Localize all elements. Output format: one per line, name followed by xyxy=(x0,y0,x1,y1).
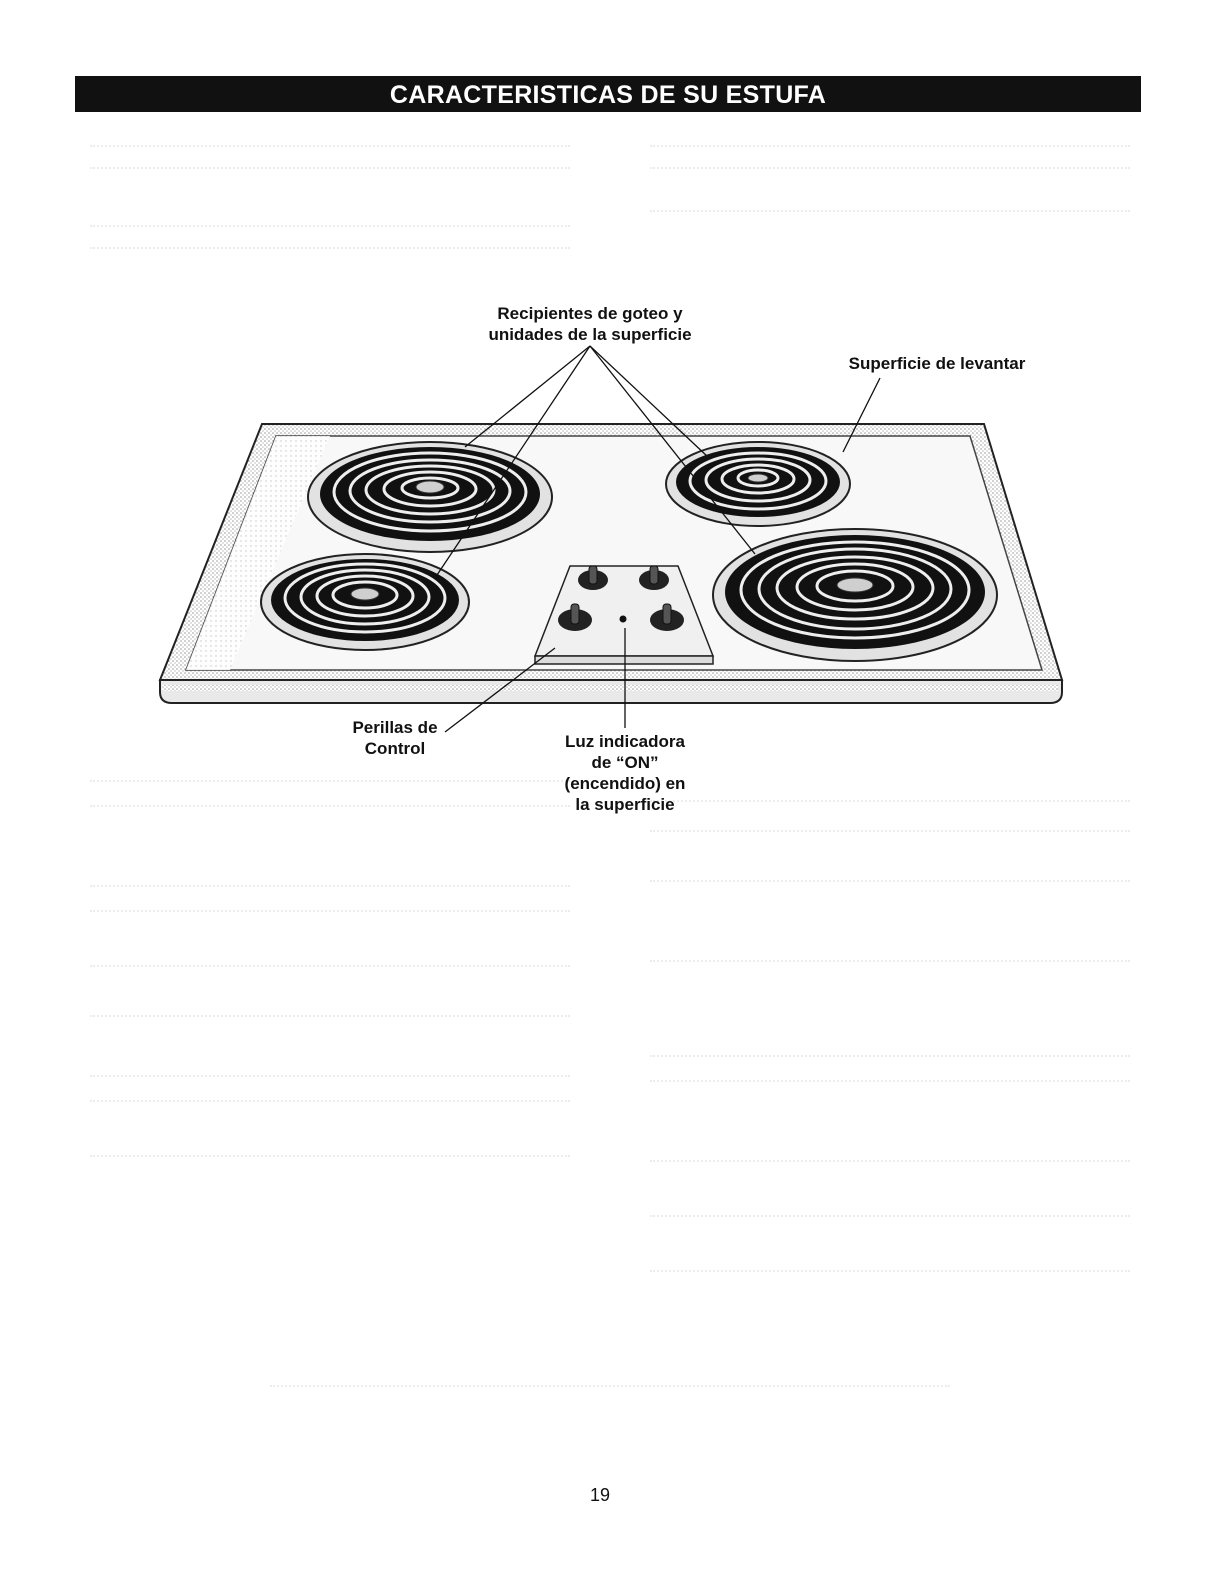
page-number: 19 xyxy=(589,1485,611,1505)
label-line: la superficie xyxy=(575,795,675,814)
label-drip-bowls xyxy=(420,303,760,345)
label-line: Recipientes de goteo y xyxy=(497,304,683,323)
label-lift-up-top xyxy=(812,353,1062,374)
label-line: Superficie de levantar xyxy=(848,354,1026,373)
label-line: unidades de la superficie xyxy=(488,325,692,344)
burner-front-left xyxy=(261,554,469,650)
on-indicator-light xyxy=(620,616,627,623)
label-on-indicator xyxy=(530,731,720,815)
burner-back-right xyxy=(666,442,850,526)
label-line: Luz indicadora xyxy=(565,732,685,751)
label-control-knobs xyxy=(330,717,460,759)
label-line: Perillas de xyxy=(352,718,438,737)
section-title: CARACTERISTICAS DE SU ESTUFA xyxy=(389,81,827,109)
label-line: (encendido) en xyxy=(564,774,686,793)
burner-front-right xyxy=(713,529,997,661)
label-line: Control xyxy=(364,739,426,758)
label-line: de “ON” xyxy=(591,753,659,772)
